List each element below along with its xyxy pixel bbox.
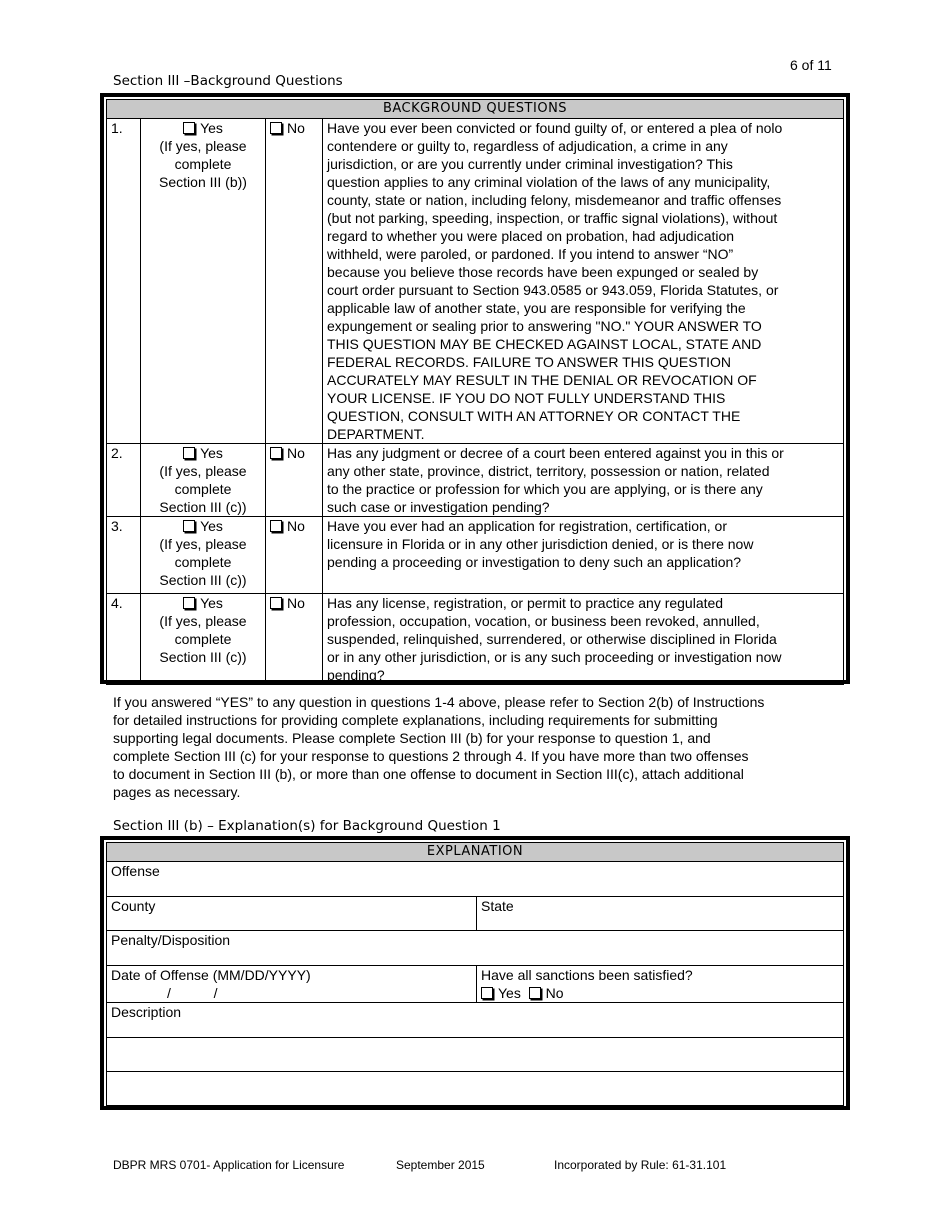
yes-note: (If yes, please complete Section III (c)) (159, 463, 247, 515)
state-label: State (481, 898, 514, 914)
no-checkbox[interactable] (270, 445, 305, 461)
penalty-field[interactable] (107, 931, 844, 966)
yes-checkbox[interactable] (183, 120, 223, 136)
penalty-label: Penalty/Disposition (111, 932, 231, 948)
no-label: No (287, 595, 305, 611)
no-label: No (287, 518, 305, 534)
footer-form: DBPR MRS 0701- Application for Licensure (113, 1158, 345, 1172)
question-text: Have you ever been convicted or found guilty of, or entered a plea of nolo contendere or guilty to, regardless of adjudication, a crime in any jurisdiction, or are you currently under criminal investigation? This question applies to any criminal violation of the laws of any municipality, county, state or nation, including felony, misdemeanor and traffic offenses (but not parking, speeding, inspection, or traffic signal violations), without regard to whether you were placed on probation, had adjudication withheld, were paroled, or pardoned. If you intend to answer “NO” because you believe those records have been expunged or sealed by court order pursuant to Section 943.0585 or 943.059, Florida Statutes, or applicable law of another state, you are responsible for verifying the expungement or sealing prior to answering "NO." YOUR ANSWER TO THIS QUESTION MAY BE CHECKED AGAINST LOCAL, STATE AND FEDERAL RECORDS. FAILURE TO ANSWER THIS QUESTION ACCURATELY MAY RESULT IN THE DENIAL OR REVOCATION OF YOUR LICENSE. IF YOU DO NOT FULLY UNDERSTAND THIS QUESTION, CONSULT WITH AN ATTORNEY OR CONTACT THE DEPARTMENT. (323, 119, 844, 444)
yes-label: Yes (200, 445, 223, 461)
checkbox-icon (183, 520, 195, 532)
question-number: 3. (107, 517, 141, 594)
instructions-paragraph: If you answered “YES” to any question in questions 1-4 above, please refer to Section 2(b) of Instructions for detailed instructions for providing complete explanations, including requirements for submitting supporting legal documents. Please complete Section III (b) for your response to question 1, and complete Section III (c) for your response to questions 2 through 4. If you have more than two offenses to document in Section III (b), or more than one offense to document in Section III(c), attach additional pages as necessary. (113, 694, 765, 800)
footer-date: September 2015 (396, 1158, 485, 1172)
yes-note: (If yes, please complete Section III (b)) (159, 138, 247, 190)
date-label: Date of Offense (MM/DD/YYYY) (111, 967, 311, 983)
question-text: Has any judgment or decree of a court been entered against you in this or any other state, province, district, territory, possession or nation, related to the practice or profession for which you are applying, or is there any such case or investigation pending? (323, 444, 844, 517)
sanctions-no-checkbox[interactable] (529, 985, 564, 1001)
yes-label: Yes (200, 595, 223, 611)
question-row (107, 594, 844, 685)
no-label: No (287, 120, 305, 136)
explanation-table (100, 836, 850, 1110)
background-questions-table (100, 93, 850, 684)
question-row (107, 444, 844, 517)
yes-label: Yes (200, 120, 223, 136)
yes-note: (If yes, please complete Section III (c)) (159, 613, 247, 665)
no-label: No (545, 985, 564, 1001)
yes-checkbox[interactable] (183, 595, 223, 611)
no-label: No (287, 445, 305, 461)
question-text: Have you ever had an application for registration, certification, or licensure in Florida or in any other jurisdiction denied, or is there now pending a proceeding or investigation to deny such an application? (323, 517, 844, 594)
yes-note: (If yes, please complete Section III (c)) (159, 536, 247, 588)
county-label: County (111, 898, 156, 914)
question-row (107, 517, 844, 594)
checkbox-icon (270, 597, 282, 609)
date-field[interactable] (107, 966, 477, 1003)
description-field[interactable] (107, 1003, 844, 1038)
sanctions-yes-checkbox[interactable] (481, 985, 521, 1001)
question-row (107, 119, 844, 444)
county-field[interactable] (107, 897, 477, 931)
question-number: 2. (107, 444, 141, 517)
date-slashes: / / (167, 985, 218, 1001)
checkbox-icon (183, 597, 195, 609)
description-label: Description (111, 1004, 182, 1020)
question-number: 4. (107, 594, 141, 685)
checkbox-icon (183, 447, 195, 459)
yes-checkbox[interactable] (183, 445, 223, 461)
no-checkbox[interactable] (270, 120, 305, 136)
checkbox-icon (481, 987, 493, 999)
page-number: 6 of 11 (790, 57, 832, 73)
section-3-title: Section III –Background Questions (113, 73, 343, 89)
no-checkbox[interactable] (270, 518, 305, 534)
table-header: BACKGROUND QUESTIONS (107, 100, 844, 119)
yes-checkbox[interactable] (183, 518, 223, 534)
table-header: EXPLANATION (107, 843, 844, 862)
checkbox-icon (183, 122, 195, 134)
checkbox-icon (270, 520, 282, 532)
description-line[interactable] (107, 1072, 844, 1106)
no-checkbox[interactable] (270, 595, 305, 611)
offense-field[interactable] (107, 862, 844, 897)
yes-label: Yes (200, 518, 223, 534)
question-number: 1. (107, 119, 141, 444)
section-3b-title: Section III (b) – Explanation(s) for Background Question 1 (113, 818, 501, 834)
checkbox-icon (529, 987, 541, 999)
question-text: Has any license, registration, or permit to practice any regulated profession, occupation, vocation, or business been revoked, annulled, suspended, relinquished, surrendered, or otherwise disciplined in Florida or in any other jurisdiction, or is any such proceeding or investigation now pending? (323, 594, 844, 685)
state-field[interactable] (477, 897, 844, 931)
checkbox-icon (270, 447, 282, 459)
offense-label: Offense (111, 863, 160, 879)
footer-rule: Incorporated by Rule: 61-31.101 (554, 1158, 727, 1172)
checkbox-icon (270, 122, 282, 134)
sanctions-label: Have all sanctions been satisfied? (481, 967, 693, 983)
description-line[interactable] (107, 1038, 844, 1072)
yes-label: Yes (498, 985, 521, 1001)
